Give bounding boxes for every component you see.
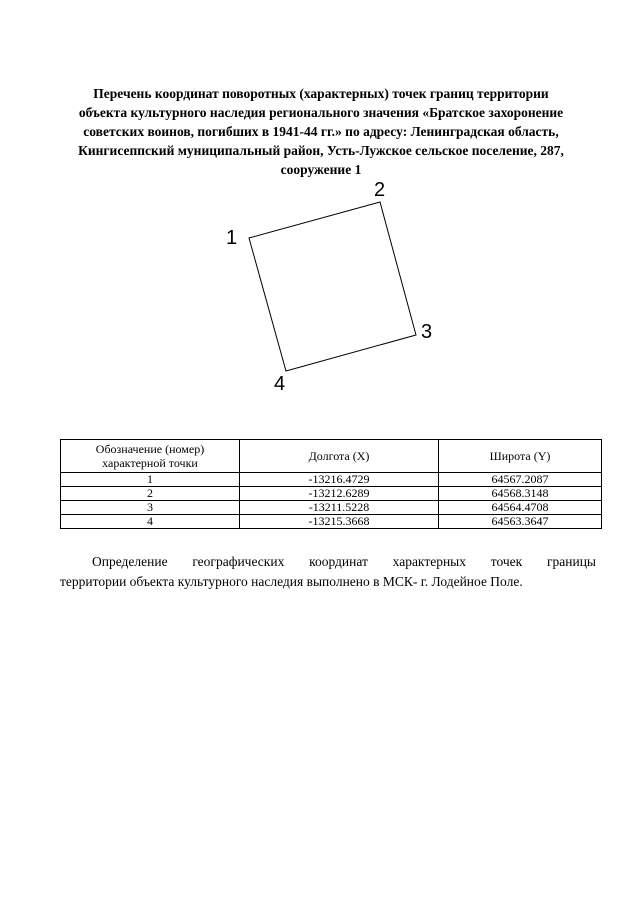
title-line-4: Кингисеппский муниципальный район, Усть-Лужское сельское поселение, 287, (78, 143, 564, 158)
point-label-1: 1 (226, 227, 238, 249)
point-label-2: 2 (374, 179, 386, 201)
title-line-3: советских воинов, погибших в 1941-44 гг.» по адресу: Ленинградская область, (83, 124, 559, 139)
point-label-4: 4 (274, 373, 286, 395)
document-title (60, 84, 582, 179)
cell-latitude: 64564.4708 (439, 501, 602, 515)
cell-longitude: -13212.6289 (240, 487, 439, 501)
table-row (61, 501, 602, 515)
cell-latitude: 64568.3148 (439, 487, 602, 501)
boundary-polygon (249, 202, 416, 371)
header-longitude: Долгота (X) (240, 440, 439, 473)
cell-latitude: 64567.2087 (439, 473, 602, 487)
title-line-1: Перечень координат поворотных (характерных) точек границ территории (93, 86, 549, 101)
note-line-2: территории объекта культурного наследия выполнено в МСК- г. Лодейное Поле. (60, 574, 523, 589)
note-line-1: Определение географических координат характерных точек границы (92, 554, 596, 569)
title-line-5: сооружение 1 (280, 162, 362, 177)
header-point-number: Обозначение (номер) характерной точки (61, 440, 240, 473)
table-row (61, 473, 602, 487)
coordinates-table (60, 439, 602, 529)
cell-longitude: -13215.3668 (240, 515, 439, 529)
cell-longitude: -13211.5228 (240, 501, 439, 515)
coordinate-system-note (60, 552, 596, 592)
cell-point-number: 3 (61, 501, 240, 515)
table-row (61, 515, 602, 529)
point-label-3: 3 (421, 321, 433, 343)
cell-latitude: 64563.3647 (439, 515, 602, 529)
cell-longitude: -13216.4729 (240, 473, 439, 487)
cell-point-number: 4 (61, 515, 240, 529)
table-header-row (61, 440, 602, 473)
title-line-2: объекта культурного наследия регионального значения «Братское захоронение (78, 105, 564, 120)
cell-point-number: 2 (61, 487, 240, 501)
header-latitude: Широта (Y) (439, 440, 602, 473)
boundary-diagram (0, 170, 640, 400)
table-row (61, 487, 602, 501)
cell-point-number: 1 (61, 473, 240, 487)
